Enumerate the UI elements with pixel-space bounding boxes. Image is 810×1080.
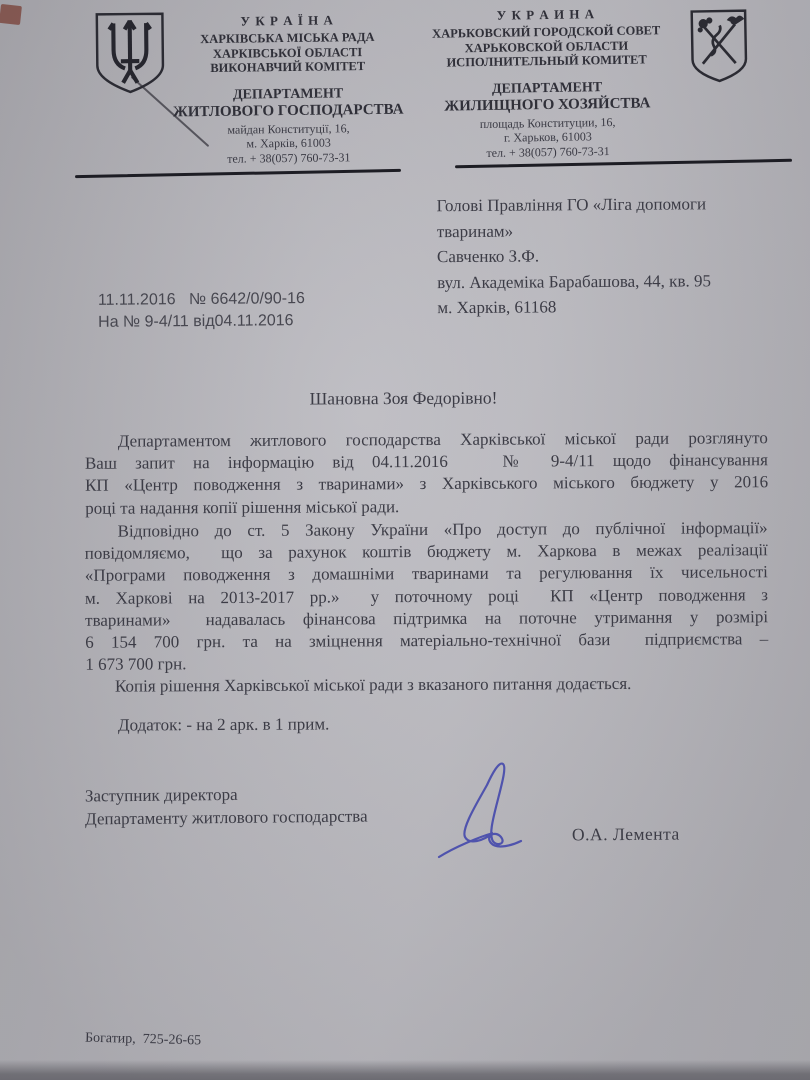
text-line: Ваш запит на інформацію від 04.11.2016 № 9-4/11 щодо фінансування xyxy=(84,450,768,473)
org-name xyxy=(417,23,676,71)
letterhead-left xyxy=(162,11,414,166)
reference-block xyxy=(98,288,305,334)
text-line: Заступник директора xyxy=(84,784,238,806)
text-line: Копія рішення Харківської міської ради з вказаного питання додається. xyxy=(114,673,632,696)
text-line: ХАРКІВСЬКА МІСЬКА РАДА xyxy=(200,29,375,47)
text-line: майдан Конституції, 16, xyxy=(227,120,350,137)
text-line: Департаменту житлового господарства xyxy=(85,806,368,828)
handwritten-signature-icon xyxy=(435,757,535,863)
header-rule-left xyxy=(75,169,401,178)
text-line: ЖИТЛОВОГО ГОСПОДАРСТВА xyxy=(172,101,404,120)
text-line: ХАРЬКОВСКОЙ ОБЛАСТИ xyxy=(464,38,629,55)
kharkiv-coat-of-arms-icon xyxy=(687,7,750,84)
country-name: У К Р А Ї Н А xyxy=(240,12,334,29)
department-name xyxy=(163,84,413,121)
text-line: 6 154 700 грн. та на зміцнення матеріально-технічної бази підприємства – xyxy=(85,629,769,652)
salutation: Шановна Зоя Федорівно! xyxy=(309,387,498,409)
scan-corner-stain xyxy=(0,4,22,25)
org-address xyxy=(419,113,678,161)
text-line: м. Харків, 61168 xyxy=(437,297,557,318)
attachment-line: Додаток: - на 2 арк. в 1 прим. xyxy=(117,714,330,735)
org-address xyxy=(163,120,414,167)
text-line: тваринам» xyxy=(436,221,514,241)
text-line: площадь Конституции, 16, xyxy=(479,114,616,131)
text-line: ДЕПАРТАМЕНТ xyxy=(232,85,344,103)
text-line: 1 673 700 грн. xyxy=(85,654,187,675)
ukraine-trident-icon xyxy=(93,12,168,95)
text-line: ВИКОНАВЧИЙ КОМІТЕТ xyxy=(210,59,366,75)
text-line: повідомляємо, що за рахунок коштів бюджету м. Харкова в межах реалізації xyxy=(84,540,768,563)
text-line: ЖИЛИЩНОГО ХОЗЯЙСТВА xyxy=(444,94,651,115)
text-line: Савченко З.Ф. xyxy=(436,246,540,267)
country-name: У К Р А И Н А xyxy=(496,6,596,23)
footer-note: Богатир, 725-26-65 xyxy=(84,1030,202,1049)
letterhead-right xyxy=(417,5,677,161)
header-rule-right xyxy=(455,159,792,168)
text-line: На № 9-4/11 від04.11.2016 xyxy=(98,312,294,331)
org-name xyxy=(162,29,413,76)
text-line: «Програми поводження з домашніми тваринами та регулювання їх чисельності xyxy=(84,562,768,586)
text-line: м. Харкові на 2013-2017 рр.» у поточному році КП «Центр поводження з xyxy=(84,584,769,608)
text-line: г. Харьков, 61003 xyxy=(503,129,592,145)
text-line: році та надання копії рішення міської ради. xyxy=(85,496,400,518)
text-line: ХАРЬКОВСКИЙ ГОРОДСКОЙ СОВЕТ xyxy=(432,23,661,41)
body-paragraph-1 xyxy=(85,427,768,519)
text-line: ХАРКІВСЬКОЇ ОБЛАСТІ xyxy=(212,44,363,61)
text-line: Голові Правління ГО «Ліга допомоги xyxy=(436,194,707,216)
text-line: ДЕПАРТАМЕНТ xyxy=(491,79,603,97)
scan-edge-shadow xyxy=(0,1060,810,1080)
text-line: Відповідно до ст. 5 Закону України «Про доступ до публічної інформації» xyxy=(117,518,768,541)
text-line: вул. Академіка Барабашова, 44, кв. 95 xyxy=(437,270,712,292)
recipient-block xyxy=(437,191,778,321)
text-line: 11.11.2016 № 6642/0/90-16 xyxy=(97,290,305,309)
text-line: КП «Центр поводження з тваринами» з Харківського міського бюджету у 2016 xyxy=(85,472,769,496)
text-line: тел. + 38(057) 760-73-31 xyxy=(486,143,610,160)
text-line: тваринами» надавалась фінансова підтримка на поточне утримання у розмірі xyxy=(85,607,769,630)
body-paragraph-3 xyxy=(85,672,768,698)
body-paragraph-2 xyxy=(85,517,769,676)
department-name xyxy=(418,77,677,115)
text-line: м. Харків, 61003 xyxy=(246,135,331,151)
text-line: Департаментом житлового господарства Харківської міської ради розглянуто xyxy=(117,428,768,451)
signoff-name: О.А. Лемента xyxy=(571,823,680,845)
text-line: ИСПОЛНИТЕЛЬНЫЙ КОМИТЕТ xyxy=(446,52,647,70)
signoff-position xyxy=(85,783,368,831)
text-line: тел. + 38(057) 760-73-31 xyxy=(227,149,351,166)
